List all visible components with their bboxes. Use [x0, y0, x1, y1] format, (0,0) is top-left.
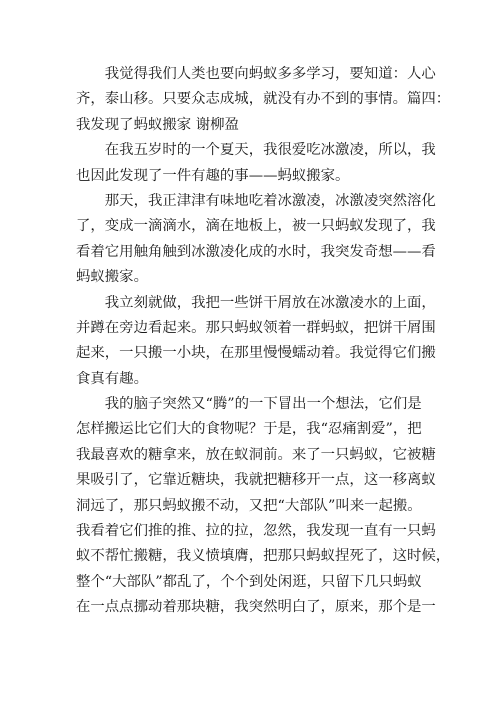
text-line: 并蹲在旁边看起来。那只蚂蚁领着一群蚂蚁，把饼干屑围: [76, 319, 436, 336]
text-line: 我最喜欢的糖拿来，放在蚁洞前。来了一只蚂蚁，它被糖: [76, 446, 436, 463]
text-line: 我发现了蚂蚁搬家 谢柳盈: [76, 116, 239, 133]
article-body: [76, 62, 451, 621]
text-line: 洞远了，那只蚂蚁搬不动，又把“大部队”叫来一起搬。: [76, 497, 422, 514]
text-line: 我的脑子突然又“腾”的一下冒出一个想法，它们是: [76, 396, 422, 413]
text-line: 了，变成一滴滴水，滴在地板上，被一只蚂蚁发现了，我: [76, 218, 436, 235]
text-line: 齐，泰山移。只要众志成城，就没有办不到的事情。篇四：: [76, 91, 451, 108]
text-line: 蚁不帮忙搬糖，我义愤填膺，把那只蚂蚁捏死了，这时候，: [76, 548, 451, 565]
text-line: 果吸引了，它靠近糖块，我就把糖移开一点，这一移离蚁: [76, 472, 436, 489]
text-line: 食真有趣。: [76, 370, 148, 387]
text-line: 整个“大部队”都乱了，个个到处闲逛，只留下几只蚂蚁: [76, 573, 422, 590]
text-line: 我看着它们推的推、拉的拉，忽然，我发现一直有一只蚂: [76, 523, 436, 540]
text-line: 在一点点挪动着那块糖，我突然明白了，原来，那个是一: [76, 599, 436, 616]
text-line: 也因此发现了一件有趣的事——蚂蚁搬家。: [76, 167, 350, 184]
text-line: 在我五岁时的一个夏天，我很爱吃冰激凌，所以，我: [76, 142, 436, 159]
text-line: 看着它用触角触到冰激凌化成的水时，我突发奇想——看: [76, 243, 436, 260]
text-line: 蚂蚁搬家。: [76, 269, 148, 286]
text-line: 那天，我正津津有味地吃着冰激凌，冰激凌突然溶化: [76, 192, 436, 209]
text-line: 起来，一只搬一小块，在那里慢慢蠕动着。我觉得它们搬: [76, 345, 436, 362]
text-line: 我立刻就做，我把一些饼干屑放在冰激凌水的上面，: [76, 294, 436, 311]
text-line: 我觉得我们人类也要向蚂蚁多多学习，要知道：人心: [76, 66, 436, 82]
text-line: 怎样搬运比它们大的食物呢？于是，我“忍痛割爱”，把: [76, 421, 422, 438]
